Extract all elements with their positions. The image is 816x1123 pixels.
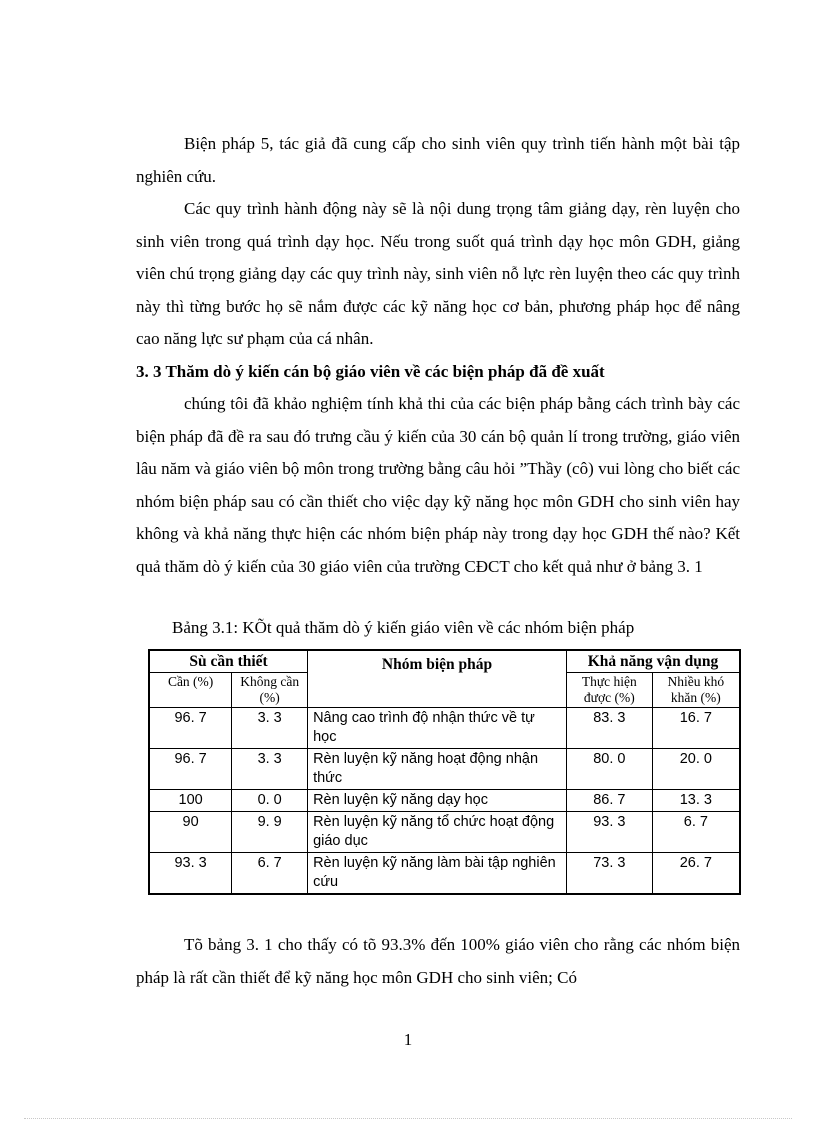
cell-no-need: 3. 3 xyxy=(232,708,308,749)
cell-no-need: 9. 9 xyxy=(232,812,308,853)
cell-doable: 86. 7 xyxy=(566,790,652,812)
cell-no-need: 6. 7 xyxy=(232,853,308,895)
table-row xyxy=(149,853,740,895)
header-group: Nhóm biện pháp xyxy=(308,650,567,708)
cell-doable: 73. 3 xyxy=(566,853,652,895)
body-text-top xyxy=(136,128,740,583)
table-row xyxy=(149,708,740,749)
paragraph-survey: chúng tôi đã khảo nghiệm tính khả thi của các biện pháp bằng cách trình bày các biện pháp đã đề ra sau đó trưng cầu ý kiến của 30 cán bộ quản lí trong trường, giáo viên lâu năm và giáo viên bộ môn trong trường bằng câu hỏi ”Thầy (cô) vui lòng cho biết các nhóm biện pháp sau có cần thiết cho việc dạy kỹ năng học môn GDH cho sinh viên hay không và khả năng thực hiện các nhóm biện pháp này trong dạy học GDH thế nào? Kết quả thăm dò ý kiến của 30 giáo viên của trường CĐCT cho kết quả như ở bảng 3. 1 xyxy=(136,394,740,576)
table-row xyxy=(149,790,740,812)
paragraph-measure-5: Biện pháp 5, tác giả đã cung cấp cho sinh viên quy trình tiến hành một bài tập nghiên cứu. xyxy=(136,134,740,186)
cell-doable: 80. 0 xyxy=(566,749,652,790)
subheader-doable: Thực hiện được (%) xyxy=(566,673,652,708)
subheader-no-need: Không cần (%) xyxy=(232,673,308,708)
table-caption: Bảng 3.1: KÕt quả thăm dò ý kiến giáo viên về các nhóm biện pháp xyxy=(172,618,635,637)
cell-difficult: 6. 7 xyxy=(652,812,740,853)
cell-group: Nâng cao trình độ nhận thức về tự học xyxy=(308,708,567,749)
cell-difficult: 20. 0 xyxy=(652,749,740,790)
cell-need: 90 xyxy=(149,812,232,853)
cell-need: 100 xyxy=(149,790,232,812)
subheader-difficult: Nhiều khó khăn (%) xyxy=(652,673,740,708)
table-row xyxy=(149,749,740,790)
cell-no-need: 3. 3 xyxy=(232,749,308,790)
cell-need: 96. 7 xyxy=(149,749,232,790)
cell-doable: 93. 3 xyxy=(566,812,652,853)
header-necessity: Sù cần thiết xyxy=(149,650,308,673)
cell-group: Rèn luyện kỹ năng tổ chức hoạt động giáo dục xyxy=(308,812,567,853)
cell-difficult: 26. 7 xyxy=(652,853,740,895)
table-row xyxy=(149,812,740,853)
body-text-bottom xyxy=(136,928,740,994)
page-number: 1 xyxy=(403,1030,413,1049)
page-bottom-rule xyxy=(24,1118,792,1119)
paragraph-conclusion: Tõ bảng 3. 1 cho thấy có tõ 93.3% đến 100% giáo viên cho rằng các nhóm biện pháp là rất cần thiết để kỹ năng học môn GDH cho sinh viên; Có xyxy=(136,935,740,987)
cell-need: 93. 3 xyxy=(149,853,232,895)
cell-need: 96. 7 xyxy=(149,708,232,749)
cell-group: Rèn luyện kỹ năng hoạt động nhận thức xyxy=(308,749,567,790)
cell-difficult: 13. 3 xyxy=(652,790,740,812)
subheader-need: Cần (%) xyxy=(149,673,232,708)
table-header-row xyxy=(149,650,740,673)
section-heading: 3. 3 Thăm dò ý kiến cán bộ giáo viên về các biện pháp đã đề xuất xyxy=(136,361,605,381)
cell-group: Rèn luyện kỹ năng làm bài tập nghiên cứu xyxy=(308,853,567,895)
cell-difficult: 16. 7 xyxy=(652,708,740,749)
cell-group: Rèn luyện kỹ năng dạy học xyxy=(308,790,567,812)
results-table xyxy=(148,649,741,895)
cell-doable: 83. 3 xyxy=(566,708,652,749)
cell-no-need: 0. 0 xyxy=(232,790,308,812)
paragraph-action-procedures: Các quy trình hành động này sẽ là nội dung trọng tâm giảng dạy, rèn luyện cho sinh viên trong quá trình dạy học. Nếu trong suốt quá trình dạy học môn GDH, giảng viên chú trọng giảng dạy các quy trình này, sinh viên nỗ lực rèn luyện theo các quy trình này thì từng bước họ sẽ nắm được các kỹ năng học cơ bản, phương pháp học để nâng cao năng lực sư phạm của cá nhân. xyxy=(136,199,740,348)
header-ability: Khả năng vận dụng xyxy=(566,650,740,673)
